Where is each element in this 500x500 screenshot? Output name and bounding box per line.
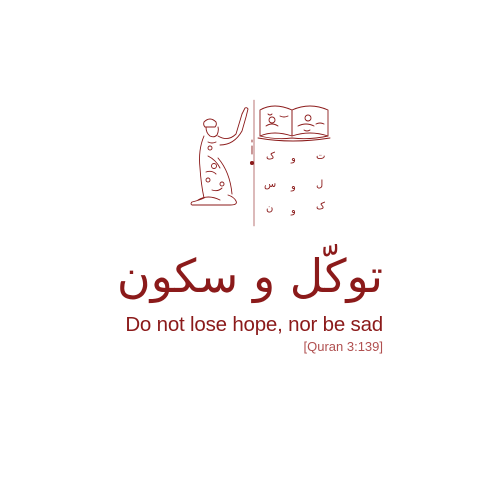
logo-letter-4: ل: [316, 179, 324, 190]
logo-letter-5: و: [291, 181, 296, 192]
arabic-title: توکّل و سکون: [116, 249, 384, 303]
logo-letter-1: ت: [316, 151, 326, 162]
logo-letter-8: و: [291, 205, 296, 216]
logo-letter-9: ن: [266, 203, 274, 214]
logo-letter-2: و: [291, 153, 296, 164]
logo-letter-6: س: [264, 179, 277, 190]
logo-letter-3: ک: [266, 151, 275, 162]
logo-letter-7: ک: [316, 201, 325, 212]
verse-translation: Do not lose hope, nor be sad: [125, 313, 383, 336]
logo: [188, 96, 338, 228]
verse-citation: [Quran 3:139]: [303, 339, 383, 354]
